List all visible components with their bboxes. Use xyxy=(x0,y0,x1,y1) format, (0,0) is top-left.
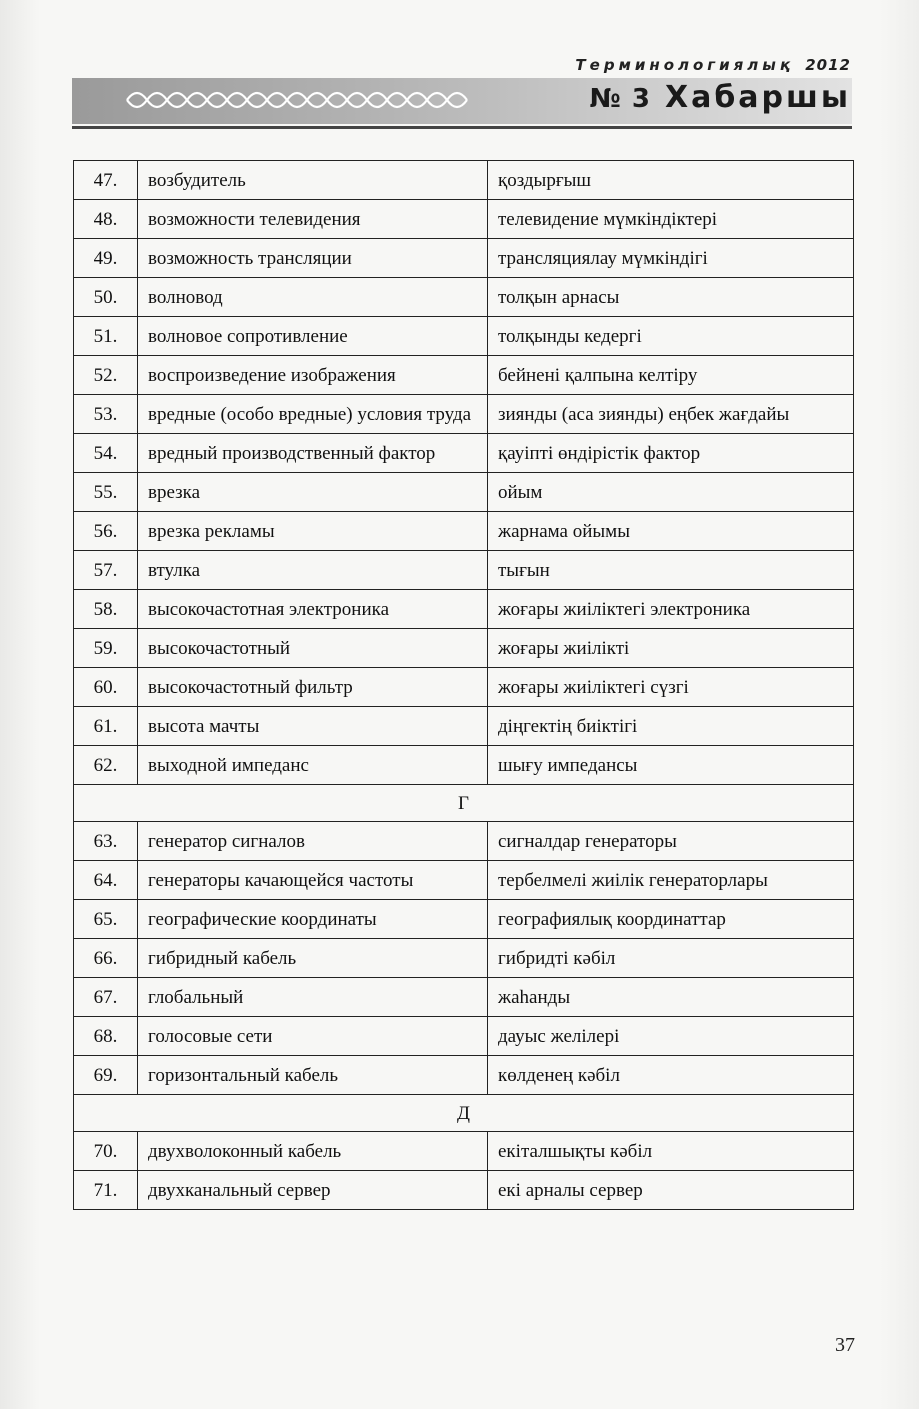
russian-term: волновод xyxy=(138,278,488,317)
russian-term: горизонтальный кабель xyxy=(138,1056,488,1095)
term-number: 59. xyxy=(74,629,138,668)
kazakh-term: толқын арнасы xyxy=(488,278,854,317)
table-row xyxy=(74,161,854,200)
bulletin-title: Хабаршы xyxy=(664,80,851,115)
table-row xyxy=(74,1056,854,1095)
term-number: 54. xyxy=(74,434,138,473)
kazakh-term: жоғары жиіліктегі сүзгі xyxy=(488,668,854,707)
russian-term: высота мачты xyxy=(138,707,488,746)
russian-term: выходной импеданс xyxy=(138,746,488,785)
russian-term: высокочастотная электроника xyxy=(138,590,488,629)
kazakh-term: екі арналы сервер xyxy=(488,1171,854,1210)
russian-term: возможность трансляции xyxy=(138,239,488,278)
glossary-table xyxy=(73,160,854,1210)
russian-term: воспроизведение изображения xyxy=(138,356,488,395)
table-row xyxy=(74,434,854,473)
journal-title: Терминологиялық xyxy=(575,56,795,74)
term-number: 60. xyxy=(74,668,138,707)
russian-term: волновое сопротивление xyxy=(138,317,488,356)
russian-term: врезка рекламы xyxy=(138,512,488,551)
russian-term: генераторы качающейся частоты xyxy=(138,861,488,900)
kazakh-term: географиялық координаттар xyxy=(488,900,854,939)
term-number: 71. xyxy=(74,1171,138,1210)
term-number: 48. xyxy=(74,200,138,239)
table-row xyxy=(74,317,854,356)
term-number: 50. xyxy=(74,278,138,317)
section-letter: Г xyxy=(74,785,854,822)
russian-term: втулка xyxy=(138,551,488,590)
term-number: 69. xyxy=(74,1056,138,1095)
russian-term: высокочастотный фильтр xyxy=(138,668,488,707)
term-number: 57. xyxy=(74,551,138,590)
russian-term: голосовые сети xyxy=(138,1017,488,1056)
term-number: 58. xyxy=(74,590,138,629)
table-row xyxy=(74,822,854,861)
kazakh-term: жоғары жиіліктегі электроника xyxy=(488,590,854,629)
table-row xyxy=(74,629,854,668)
russian-term: вредные (особо вредные) условия труда xyxy=(138,395,488,434)
kazakh-term: бейнені қалпына келтіру xyxy=(488,356,854,395)
kazakh-term: дауыс желілері xyxy=(488,1017,854,1056)
kazakh-term: ойым xyxy=(488,473,854,512)
page-number: 37 xyxy=(835,1334,855,1356)
table-row xyxy=(74,978,854,1017)
kazakh-term: көлденең кәбіл xyxy=(488,1056,854,1095)
term-number: 65. xyxy=(74,900,138,939)
table-row xyxy=(74,1017,854,1056)
table-row xyxy=(74,200,854,239)
table-row xyxy=(74,900,854,939)
term-number: 61. xyxy=(74,707,138,746)
glossary-table-body xyxy=(74,161,854,1210)
term-number: 64. xyxy=(74,861,138,900)
russian-term: генератор сигналов xyxy=(138,822,488,861)
kazakh-term: тербелмелі жиілік генераторлары xyxy=(488,861,854,900)
term-number: 63. xyxy=(74,822,138,861)
kazakh-term: сигналдар генераторы xyxy=(488,822,854,861)
section-letter: Д xyxy=(74,1095,854,1132)
header-divider xyxy=(72,126,852,129)
term-number: 62. xyxy=(74,746,138,785)
kazakh-term: толқынды кедергі xyxy=(488,317,854,356)
term-number: 56. xyxy=(74,512,138,551)
term-number: 66. xyxy=(74,939,138,978)
russian-term: двухканальный сервер xyxy=(138,1171,488,1210)
table-row xyxy=(74,551,854,590)
section-letter-row xyxy=(74,785,854,822)
russian-term: высокочастотный xyxy=(138,629,488,668)
section-letter-row xyxy=(74,1095,854,1132)
table-row xyxy=(74,473,854,512)
term-number: 52. xyxy=(74,356,138,395)
russian-term: двухволоконный кабель xyxy=(138,1132,488,1171)
russian-term: гибридный кабель xyxy=(138,939,488,978)
term-number: 55. xyxy=(74,473,138,512)
term-number: 70. xyxy=(74,1132,138,1171)
term-number: 49. xyxy=(74,239,138,278)
table-row xyxy=(74,590,854,629)
table-row xyxy=(74,746,854,785)
table-row xyxy=(74,356,854,395)
term-number: 51. xyxy=(74,317,138,356)
kazakh-term: жаһанды xyxy=(488,978,854,1017)
kazakh-term: жарнама ойымы xyxy=(488,512,854,551)
kazakh-term: діңгектің биіктігі xyxy=(488,707,854,746)
russian-term: возбудитель xyxy=(138,161,488,200)
kazakh-term: екіталшықты кәбіл xyxy=(488,1132,854,1171)
kazakh-term: қоздырғыш xyxy=(488,161,854,200)
term-number: 68. xyxy=(74,1017,138,1056)
ornament-border-icon xyxy=(125,84,470,116)
issue-number: № 3 xyxy=(589,84,651,114)
kazakh-term: жоғары жиілікті xyxy=(488,629,854,668)
issue-heading xyxy=(590,80,851,115)
table-row xyxy=(74,668,854,707)
table-row xyxy=(74,395,854,434)
table-row xyxy=(74,939,854,978)
term-number: 53. xyxy=(74,395,138,434)
term-number: 47. xyxy=(74,161,138,200)
journal-year: 2012 xyxy=(805,56,851,74)
journal-name xyxy=(575,56,851,74)
table-row xyxy=(74,278,854,317)
table-row xyxy=(74,707,854,746)
russian-term: вредный производственный фактор xyxy=(138,434,488,473)
kazakh-term: гибридті кәбіл xyxy=(488,939,854,978)
table-row xyxy=(74,239,854,278)
kazakh-term: зиянды (аса зиянды) еңбек жағдайы xyxy=(488,395,854,434)
kazakh-term: телевидение мүмкіндіктері xyxy=(488,200,854,239)
kazakh-term: қауіпті өндірістік фактор xyxy=(488,434,854,473)
table-row xyxy=(74,512,854,551)
russian-term: географические координаты xyxy=(138,900,488,939)
table-row xyxy=(74,1132,854,1171)
kazakh-term: тығын xyxy=(488,551,854,590)
table-row xyxy=(74,1171,854,1210)
russian-term: врезка xyxy=(138,473,488,512)
kazakh-term: шығу импедансы xyxy=(488,746,854,785)
russian-term: глобальный xyxy=(138,978,488,1017)
russian-term: возможности телевидения xyxy=(138,200,488,239)
term-number: 67. xyxy=(74,978,138,1017)
table-row xyxy=(74,861,854,900)
kazakh-term: трансляциялау мүмкіндігі xyxy=(488,239,854,278)
